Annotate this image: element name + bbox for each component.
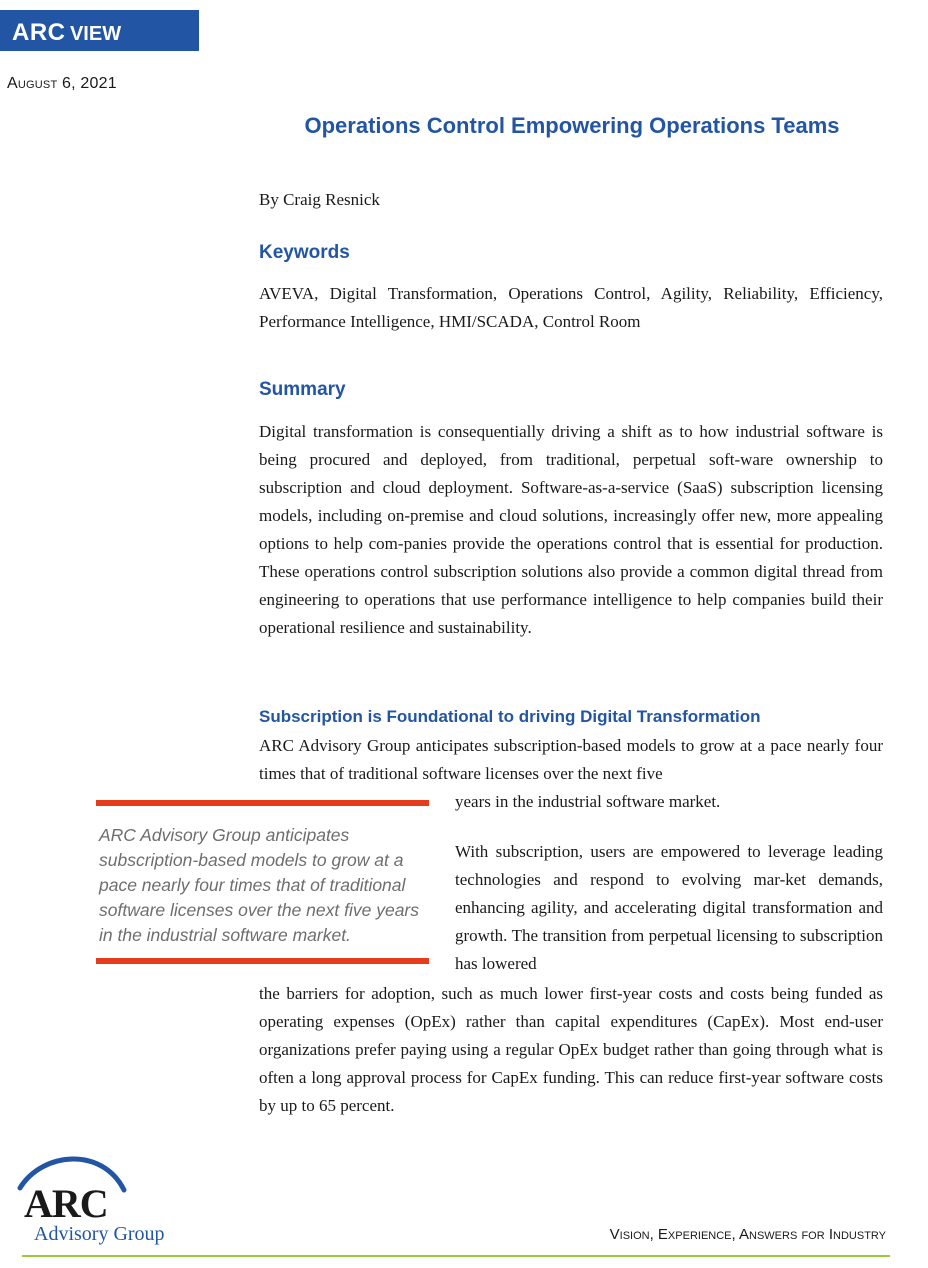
arc-logo	[12, 1150, 192, 1250]
section-paragraph-1-end: years in the industrial software market.	[455, 792, 721, 811]
brand-name: ARC	[12, 19, 66, 46]
document-title: Operations Control Empowering Operations Teams	[304, 113, 840, 138]
logo-text: ARC	[24, 1181, 108, 1226]
section-paragraph-2-narrow: With subscription, users are empowered to leverage leading technologies and respond to evolving mar-ket demands, enhancing agility, and accelerating digital transformation and growth. The transition from perpetual licensing to subscription has lowered	[455, 842, 883, 973]
summary-heading: Summary	[259, 379, 346, 400]
section-paragraph-1: ARC Advisory Group anticipates subscription-based models to grow at a pace nearly four times that of traditional software licenses over the next five	[259, 736, 883, 783]
byline: By Craig Resnick	[259, 190, 380, 209]
summary-text: Digital transformation is consequentially driving a shift as to how industrial software is being procured and deployed, from traditional, perpetual soft-ware ownership to subscription and cloud deployment. Software-as-a-service (SaaS) subscription licensing models, including on-premise and cloud solutions, increasingly offer new, more appealing options to help com-panies provide the operations control that is essential for production. These operations control subscription solutions also provide a common digital thread from engineering to operations that use performance intelligence to help companies build their operational resilience and sustainability.	[259, 422, 883, 637]
brand-suffix: VIEW	[69, 23, 122, 45]
keywords-heading: Keywords	[259, 242, 350, 263]
pullquote-bottom-rule	[96, 958, 429, 964]
section-heading: Subscription is Foundational to driving Digital Transformation	[259, 707, 761, 726]
pullquote-top-rule	[96, 800, 429, 806]
keywords-text: AVEVA, Digital Transformation, Operations Control, Agility, Reliability, Efficiency, Performance Intelligence, HMI/SCADA, Control Room	[259, 284, 883, 331]
footer-rule	[22, 1255, 890, 1257]
pullquote: ARC Advisory Group anticipates subscription-based models to grow at a pace nearly four times that of traditional software licenses over the next five years in the industrial software market.	[99, 825, 420, 945]
publication-date: August 6, 2021	[7, 75, 117, 92]
section-paragraph-2-wide: the barriers for adoption, such as much lower first-year costs and costs being funded as operating expenses (OpEx) rather than capital expenditures (CapEx). Most end-user organizations prefer paying using a regular OpEx budget rather than going through what is often a long approval process for CapEx funding. This can reduce first-year software costs by up to 65 percent.	[259, 984, 883, 1115]
logo-subtext: Advisory Group	[34, 1223, 165, 1245]
footer-tagline: Vision, Experience, Answers for Industry	[609, 1226, 886, 1243]
report-series-badge	[0, 10, 199, 51]
